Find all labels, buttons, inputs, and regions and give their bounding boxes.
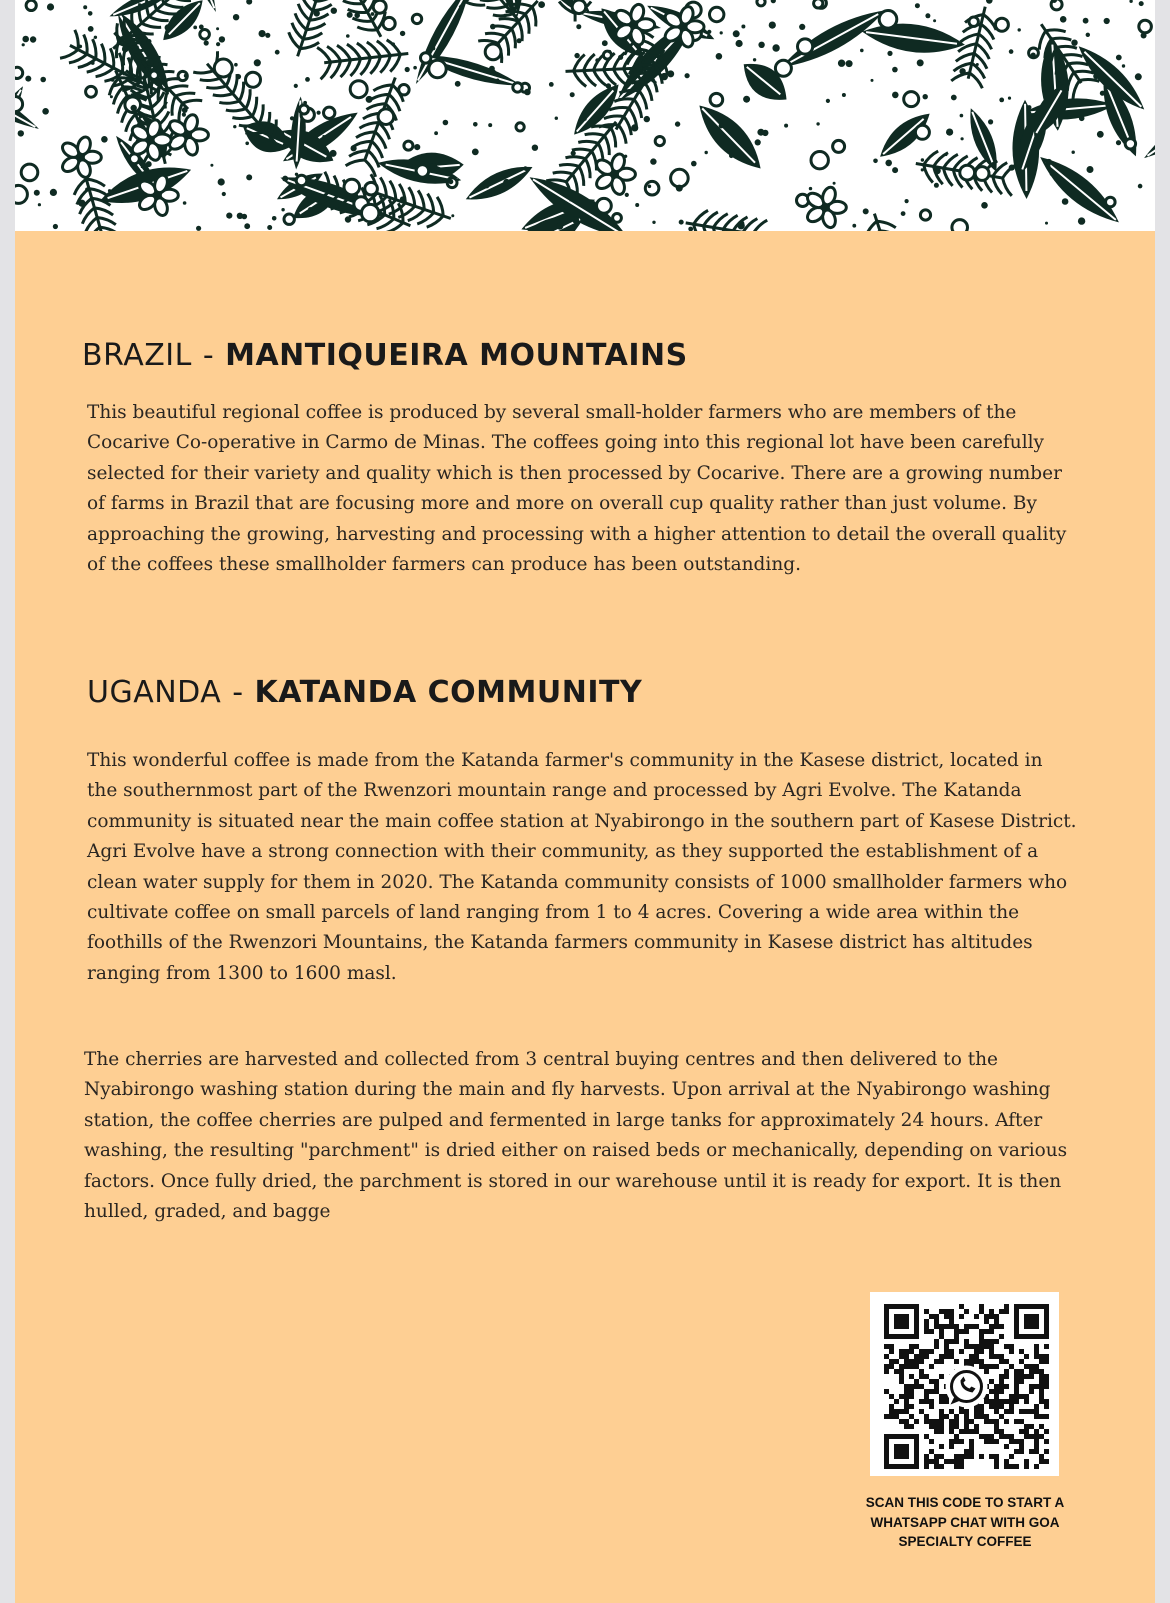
menu-page [15, 0, 1155, 1603]
brazil-region: MANTIQUEIRA MOUNTAINS [225, 338, 688, 373]
uganda-separator: - [232, 675, 244, 710]
uganda-region: KATANDA COMMUNITY [254, 675, 643, 710]
brazil-heading [82, 338, 688, 373]
uganda-processing: The cherries are harvested and collected from 3 central buying centres and then delivered to the Nyabirongo washing station during the main and fly harvests. Upon arrival at the Nyabirongo washing station, the coffee cherries are pulped and fermented in large tanks for approximately 24 hours. After washing, the resulting "parchment" is dried either on raised beds or mechanically, depending on various factors. Once fully dried, the parchment is stored in our warehouse until it is ready for export. It is then hulled, graded, and bagge [84, 1049, 1068, 1223]
brazil-separator: - [202, 338, 215, 373]
qr-caption: SCAN THIS CODE TO START A WHATSAPP CHAT WITH GOA SPECIALTY COFFEE [865, 1495, 1065, 1549]
qr-code-icon [870, 1292, 1059, 1476]
whatsapp-icon [946, 1366, 988, 1408]
uganda-description: This wonderful coffee is made from the Katanda farmer's community in the Kasese district, located in the southernmost part of the Rwenzori mountain range and processed by Agri Evolve. The Katanda community is situated near the main coffee station at Nyabirongo in the southern part of Kasese District. Agri Evolve have a strong connection with their community, as they supported the establishment of a clean water supply for them in 2020. The Katanda community consists of 1000 smallholder farmers who cultivate coffee on small parcels of land ranging from 1 to 4 acres. Covering a wide area within the foothills of the Rwenzori Mountains, the Katanda farmers community in Kasese district has altitudes ranging from 1300 to 1600 masl. [87, 750, 1077, 984]
whatsapp-qr-code[interactable] [870, 1292, 1059, 1476]
uganda-country: UGANDA [87, 675, 222, 710]
botanical-pattern-icon [15, 0, 1155, 231]
brazil-country: BRAZIL [82, 338, 192, 373]
uganda-heading [87, 675, 642, 710]
botanical-banner [15, 0, 1155, 231]
brazil-description: This beautiful regional coffee is produced by several small-holder farmers who are members of the Cocarive Co-operative in Carmo de Minas. The coffees going into this regional lot have been carefully selected for their variety and quality which is then processed by Cocarive. There are a growing number of farms in Brazil that are focusing more and more on overall cup quality rather than just volume. By approaching the growing, harvesting and processing with a higher attention to detail the overall quality of the coffees these smallholder farmers can produce has been outstanding. [87, 402, 1067, 576]
